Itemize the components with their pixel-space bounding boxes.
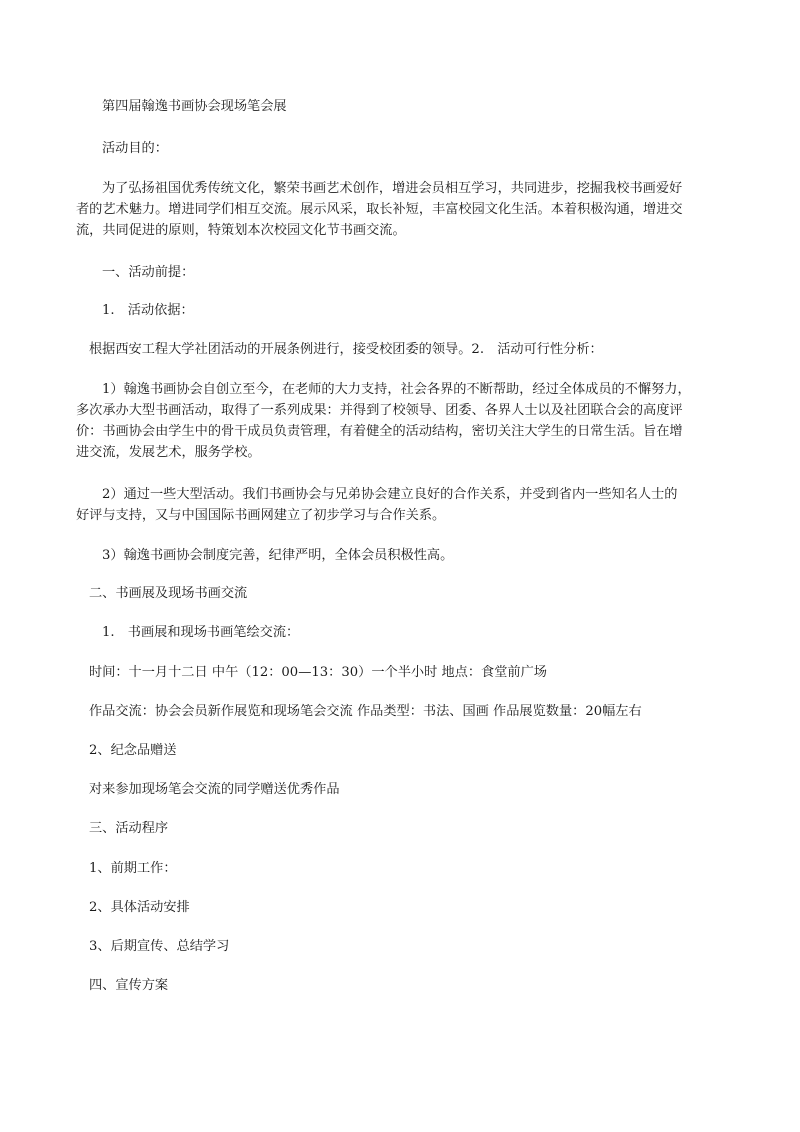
item1-line-1: 1）翰逸书画协会自创立至今，在老师的大力支持，社会各界的不断帮助，经过全体成员的不懈努力， bbox=[102, 382, 691, 397]
works-line: 作品交流：协会会员新作展览和现场笔会交流 作品类型：书法、国画 作品展览数量：20幅左右 bbox=[89, 704, 642, 719]
feasibility-item-3: 3）翰逸书画协会制度完善，纪律严明，全体会员积极性高。 bbox=[102, 548, 454, 563]
basis-paragraph: 根据西安工程大学社团活动的开展条例进行，接受校团委的领导。2. 活动可行性分析： bbox=[89, 342, 603, 357]
section-4-heading: 四、宣传方案 bbox=[89, 978, 169, 993]
purpose-heading: 活动目的： bbox=[102, 141, 168, 156]
section-3-2-heading: 2、具体活动安排 bbox=[89, 900, 190, 915]
feasibility-item-1 bbox=[76, 379, 720, 463]
section-3-3-heading: 3、后期宣传、总结学习 bbox=[89, 939, 230, 954]
section-2-2-heading: 2、纪念品赠送 bbox=[89, 743, 177, 758]
item1-line-4: 进交流，发展艺术，服务学校。 bbox=[76, 445, 261, 460]
item1-line-3: 价：书画协会由学生中的骨干成员负责管理，有着健全的活动结构，密切关注大学生的日常生活。旨在增 bbox=[76, 424, 683, 439]
time-location-line: 时间：十一月十二日 中午（12：00—13：30）一个半小时 地点：食堂前广场 bbox=[89, 665, 547, 680]
doc-title: 第四届翰逸书画协会现场笔会展 bbox=[102, 99, 287, 114]
gift-line: 对来参加现场笔会交流的同学赠送优秀作品 bbox=[89, 782, 340, 797]
section-1-heading: 一、活动前提： bbox=[102, 265, 195, 280]
item2-line-2: 好评与支持，又与中国国际书画网建立了初步学习与合作关系。 bbox=[76, 508, 446, 523]
purpose-paragraph bbox=[76, 178, 720, 241]
section-2-1-heading: 1. 书画展和现场书画笔绘交流： bbox=[102, 625, 300, 640]
section-2-heading: 二、书画展及现场书画交流 bbox=[89, 586, 248, 601]
section-3-1-heading: 1、前期工作： bbox=[89, 861, 177, 876]
section-3-heading: 三、活动程序 bbox=[89, 821, 169, 836]
item1-line-2: 多次承办大型书画活动，取得了一系列成果：并得到了校领导、团委、各界人士以及社团联合会的高度评 bbox=[76, 403, 683, 418]
section-1-1-heading: 1. 活动依据： bbox=[102, 303, 194, 318]
feasibility-item-2 bbox=[76, 484, 720, 526]
purpose-line-2: 者的艺术魅力。增进同学们相互交流。展示风采，取长补短，丰富校园文化生活。本着积极沟通，增进交 bbox=[76, 202, 683, 217]
item2-line-1: 2）通过一些大型活动。我们书画协会与兄弟协会建立良好的合作关系，并受到省内一些知名人士的 bbox=[102, 487, 678, 502]
purpose-line-3: 流，共同促进的原则，特策划本次校园文化节书画交流。 bbox=[76, 223, 406, 238]
purpose-line-1: 为了弘扬祖国优秀传统文化，繁荣书画艺术创作，增进会员相互学习，共同进步，挖掘我校书画爱好 bbox=[102, 181, 683, 196]
